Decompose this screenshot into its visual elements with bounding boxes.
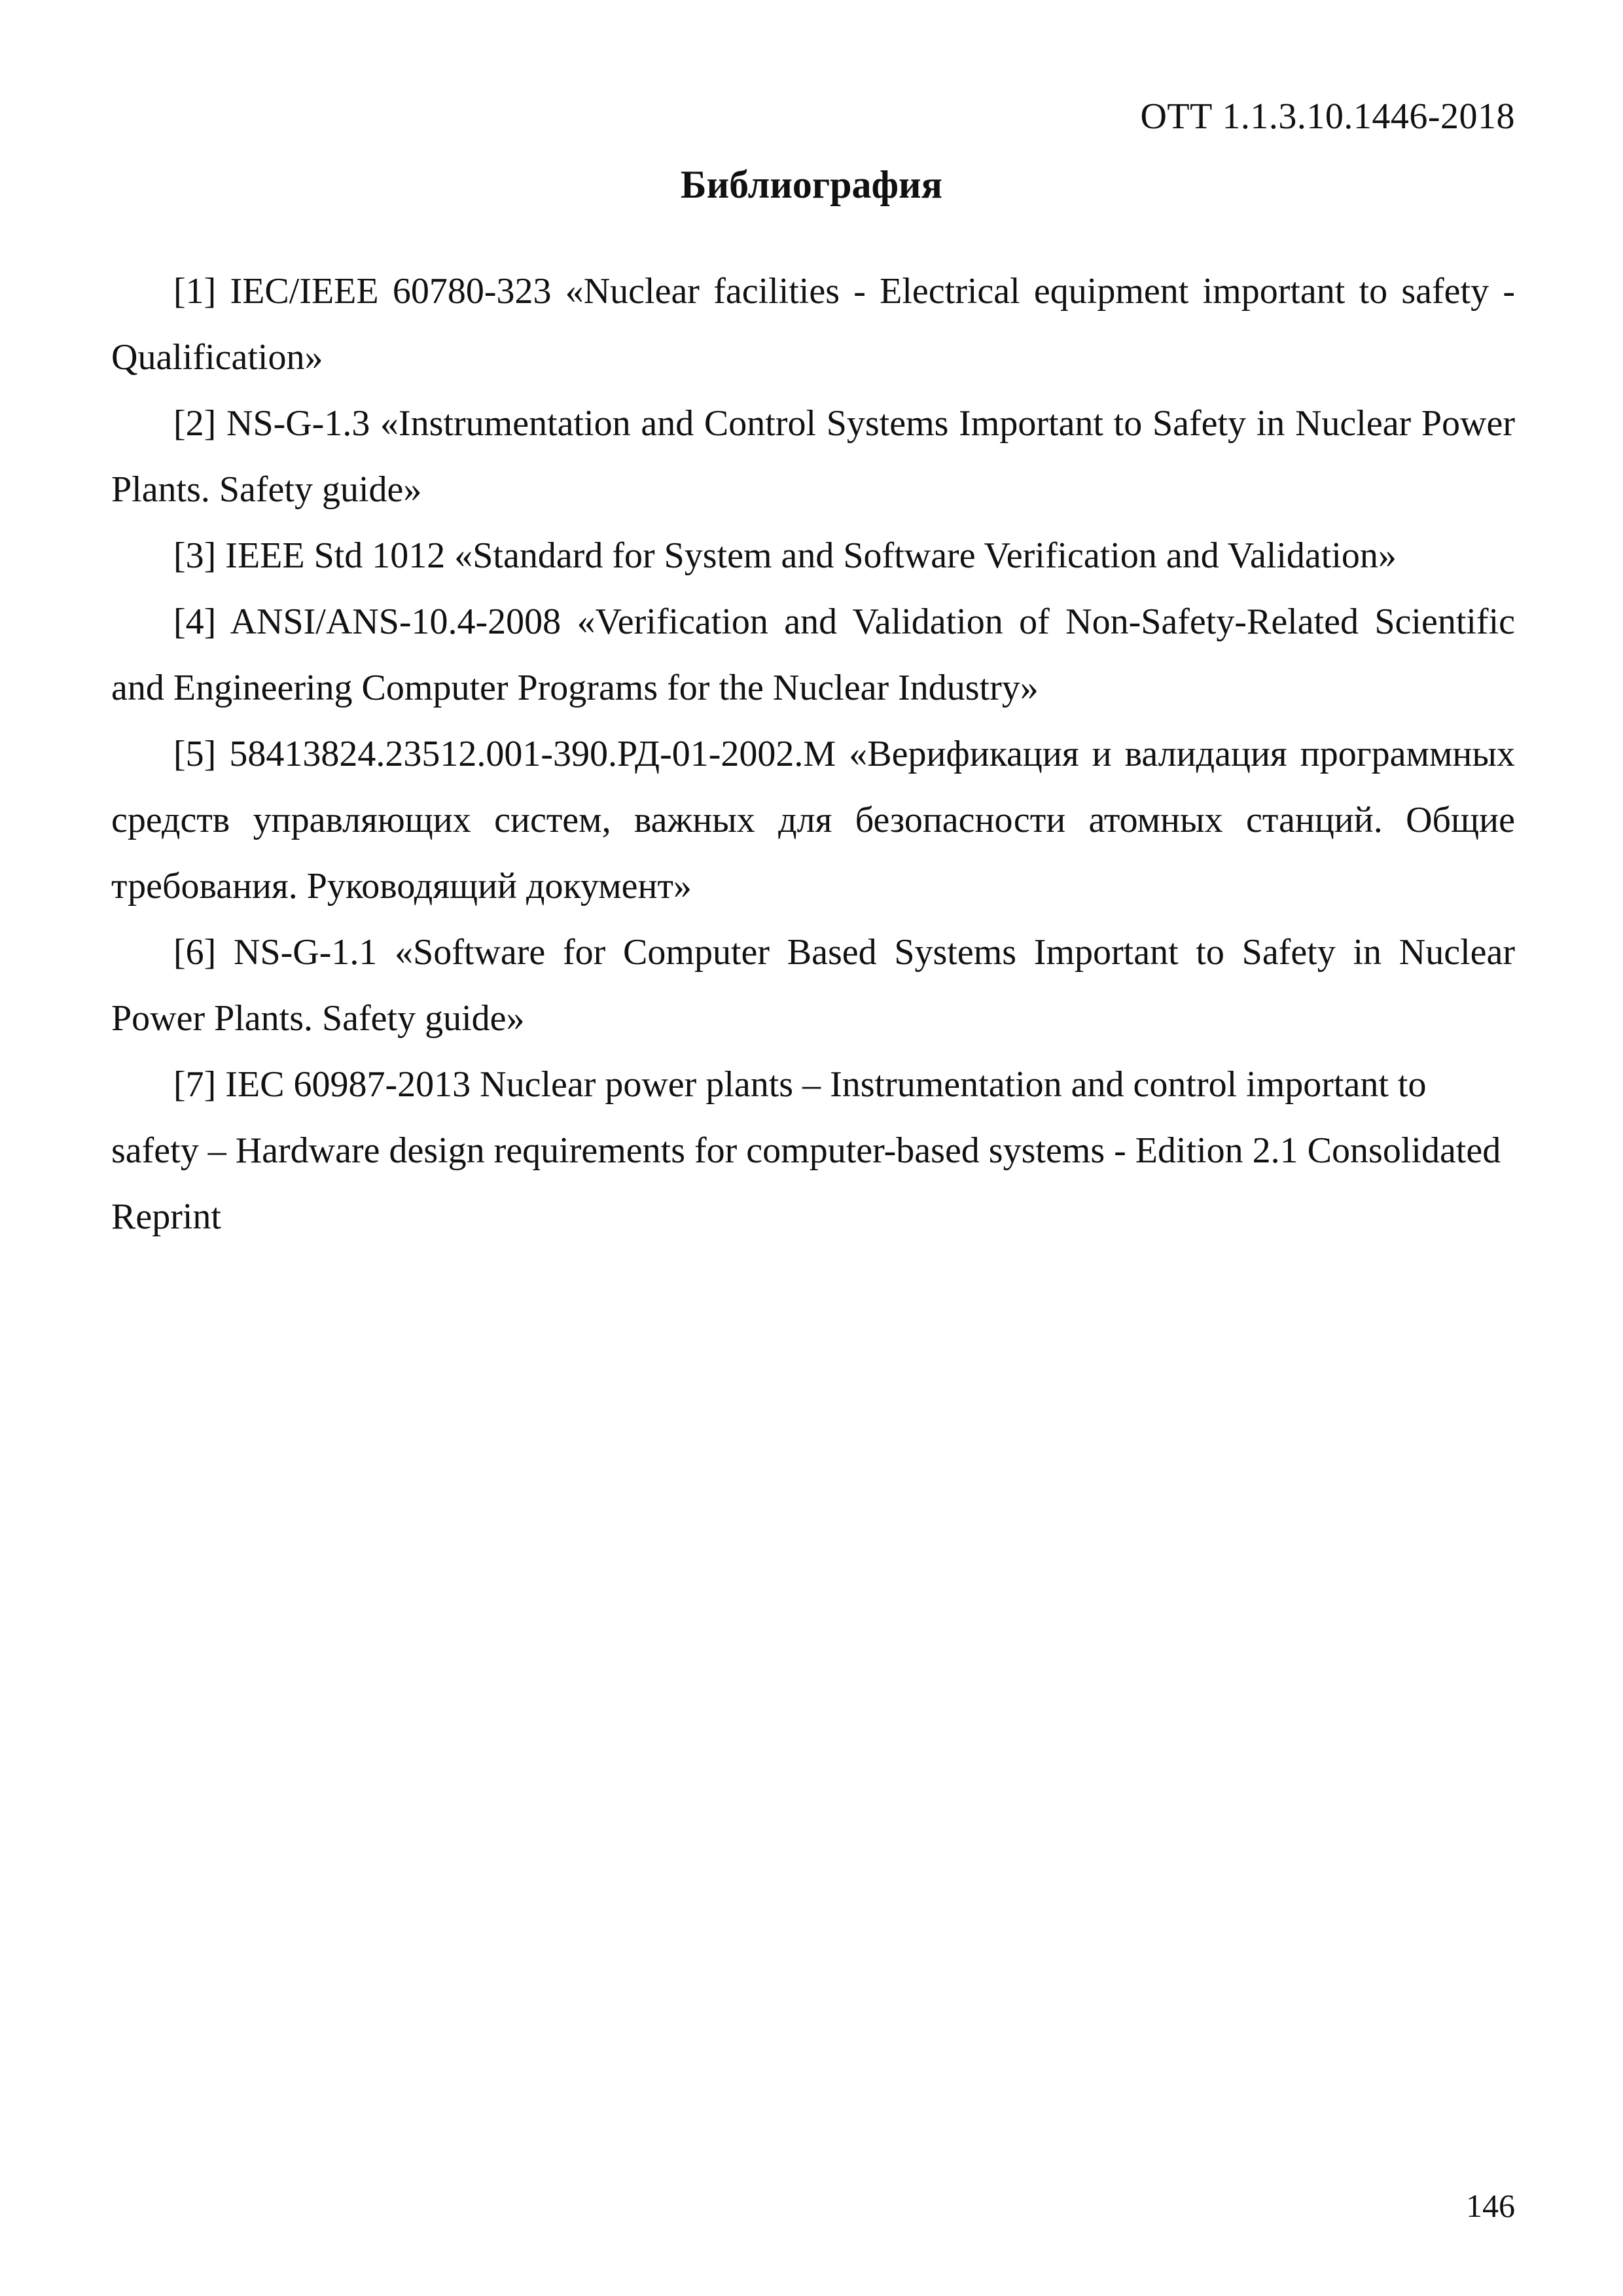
bibliography-list — [111, 259, 1515, 1250]
bibliography-entry-5: [5] 58413824.23512.001-390.РД-01-2002.М «Верификация и валидация программных средств управляющих систем, важных для безопасности атомных станций. Общие требования. Руководящий документ» — [111, 734, 1515, 906]
bibliography-entry-2: [2] NS-G-1.3 «Instrumentation and Control Systems Important to Safety in Nuclear Power Plants. Safety guide» — [111, 403, 1515, 510]
page-number: 146 — [1466, 2187, 1515, 2224]
bibliography-entry-7: [7] IEC 60987-2013 Nuclear power plants – Instrumentation and control important to safety – Hardware design requirements for computer-based systems - Edition 2.1 Consolidated Reprint — [111, 1064, 1501, 1237]
page-title: Библиография — [680, 163, 943, 206]
document-code: ОТТ 1.1.3.10.1446-2018 — [1140, 96, 1515, 137]
bibliography-entry-4: [4] ANSI/ANS-10.4-2008 «Verification and Validation of Non-Safety-Related Scientific and Engineering Computer Programs for the Nuclear Industry» — [111, 601, 1515, 708]
bibliography-entry-6: [6] NS-G-1.1 «Software for Computer Based Systems Important to Safety in Nuclear Power Plants. Safety guide» — [111, 932, 1515, 1039]
bibliography-entry-1: [1] IEC/IEEE 60780-323 «Nuclear facilities - Electrical equipment important to safety - Qualification» — [111, 271, 1515, 378]
bibliography-entry-3: [3] IEEE Std 1012 «Standard for System and Software Verification and Validation» — [173, 535, 1397, 576]
